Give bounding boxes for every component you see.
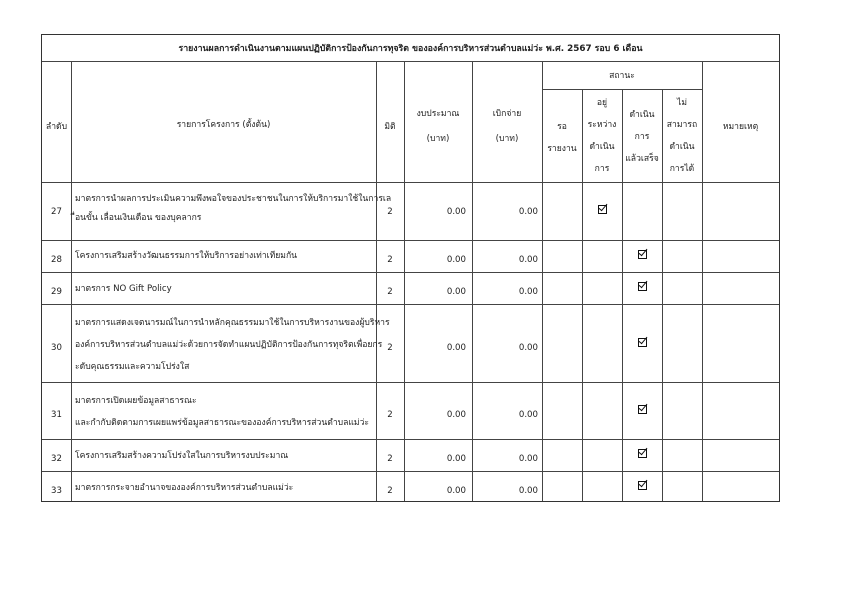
row-no: 31 [51,410,62,420]
checkmark-icon [638,449,647,458]
row-divider [42,240,779,241]
row-budget: 0.00 [446,255,466,265]
row-no: 28 [51,255,62,265]
checkmark-icon [638,250,647,259]
row-budget: 0.00 [446,454,466,464]
row-no: 27 [51,207,62,217]
row-dim: 2 [387,410,393,420]
row-item: ื่อนขั้น เลื่อนเงินเดือน ของบุคลากร [75,213,202,223]
row-item: มาตรการ NO Gift Policy [75,284,172,294]
col-divider [472,61,473,501]
row-no: 32 [51,454,62,464]
row-item: โครงการเสริมสร้างวัฒนธรรมการให้บริการอย่างเท่าเทียมกัน [75,251,298,261]
header-status-done: การ [634,132,650,142]
title-divider [42,61,779,62]
checkmark-icon [638,405,647,414]
header-status-progress: อยู่ [596,98,608,108]
header-dim: มิติ [384,122,396,132]
row-budget: 0.00 [446,410,466,420]
row-spent: 0.00 [518,454,538,464]
col-divider [404,61,405,501]
row-item: มาตรการกระจายอำนาจขององค์การบริหารส่วนตำบลแม่ว่ะ [75,483,294,493]
header-status-progress: ดำเนิน [589,142,615,152]
row-dim: 2 [387,207,393,217]
row-divider [42,304,779,305]
row-dim: 2 [387,454,393,464]
header-note: หมายเหตุ [722,122,759,132]
header-spent: เบิกจ่าย [492,109,522,119]
row-spent: 0.00 [518,207,538,217]
row-item: ะดับคุณธรรมและความโปร่งใส [75,362,190,372]
row-budget: 0.00 [446,287,466,297]
row-item: มาตรการเปิดเผยข้อมูลสาธารณะ [75,396,197,406]
header-no: ลำดับ [45,122,68,132]
row-item: มาตรการแสดงเจตนารมณ์ในการนำหลักคุณธรรมมาใช้ในการบริหารงานของผู้บริหาร [75,318,390,328]
col-divider [622,89,623,501]
header-status-done: แล้วเสร็จ [625,154,659,164]
header-status-wait: รอ [557,122,567,132]
row-divider [42,272,779,273]
header-status-done: ดำเนิน [629,110,655,120]
header-spent-unit: (บาท) [495,134,519,144]
row-spent: 0.00 [518,410,538,420]
header-item: รายการโครงการ (ตั้งต้น) [176,120,271,130]
header-status-progress: การ [594,164,610,174]
header-status-failed: สามารถ [666,120,698,130]
row-dim: 2 [387,287,393,297]
row-dim: 2 [387,486,393,496]
row-no: 29 [51,287,62,297]
header-divider [42,182,779,183]
report-table [41,34,780,502]
row-spent: 0.00 [518,255,538,265]
checkmark-icon [598,205,607,214]
row-budget: 0.00 [446,207,466,217]
row-no: 30 [51,343,62,353]
row-divider [42,471,779,472]
row-dim: 2 [387,255,393,265]
header-status-failed: การได้ [669,164,695,174]
header-status-progress: ระหว่าง [587,120,617,130]
row-item: องค์การบริหารส่วนตำบลแม่ว่ะด้วยการจัดทำแผนปฏิบัติการป้องกันการทุจริตเพื่อยกร [75,340,383,350]
header-status-failed: ดำเนิน [669,142,695,152]
header-budget: งบประมาณ [416,109,460,119]
row-budget: 0.00 [446,486,466,496]
row-item: และกำกับติดตามการเผยแพร่ข้อมูลสาธารณะขององค์การบริหารส่วนตำบลแม่ว่ะ [75,418,370,428]
row-item: โครงการเสริมสร้างความโปร่งใสในการบริหารงบประมาณ [75,451,289,461]
header-status-failed: ไม่ [677,98,687,108]
header-status-wait: รายงาน [547,144,577,154]
checkmark-icon [638,282,647,291]
header-status: สถานะ [609,71,635,81]
row-item: มาตรการนำผลการประเมินความพึงพอใจของประชาชนในการให้บริการมาใช้ในการเล [75,194,392,204]
row-no: 33 [51,486,62,496]
header-budget-unit: (บาท) [426,134,450,144]
row-divider [42,382,779,383]
page-title: รายงานผลการดำเนินงานตามแผนปฏิบัติการป้องกันการทุจริต ขององค์การบริหารส่วนตำบลแม่ว่ะ พ.ศ. 2567 รอบ 6 เดือน [178,44,643,54]
row-spent: 0.00 [518,486,538,496]
row-divider [42,439,779,440]
row-spent: 0.00 [518,343,538,353]
checkmark-icon [638,338,647,347]
row-dim: 2 [387,343,393,353]
row-spent: 0.00 [518,287,538,297]
checkmark-icon [638,481,647,490]
row-budget: 0.00 [446,343,466,353]
